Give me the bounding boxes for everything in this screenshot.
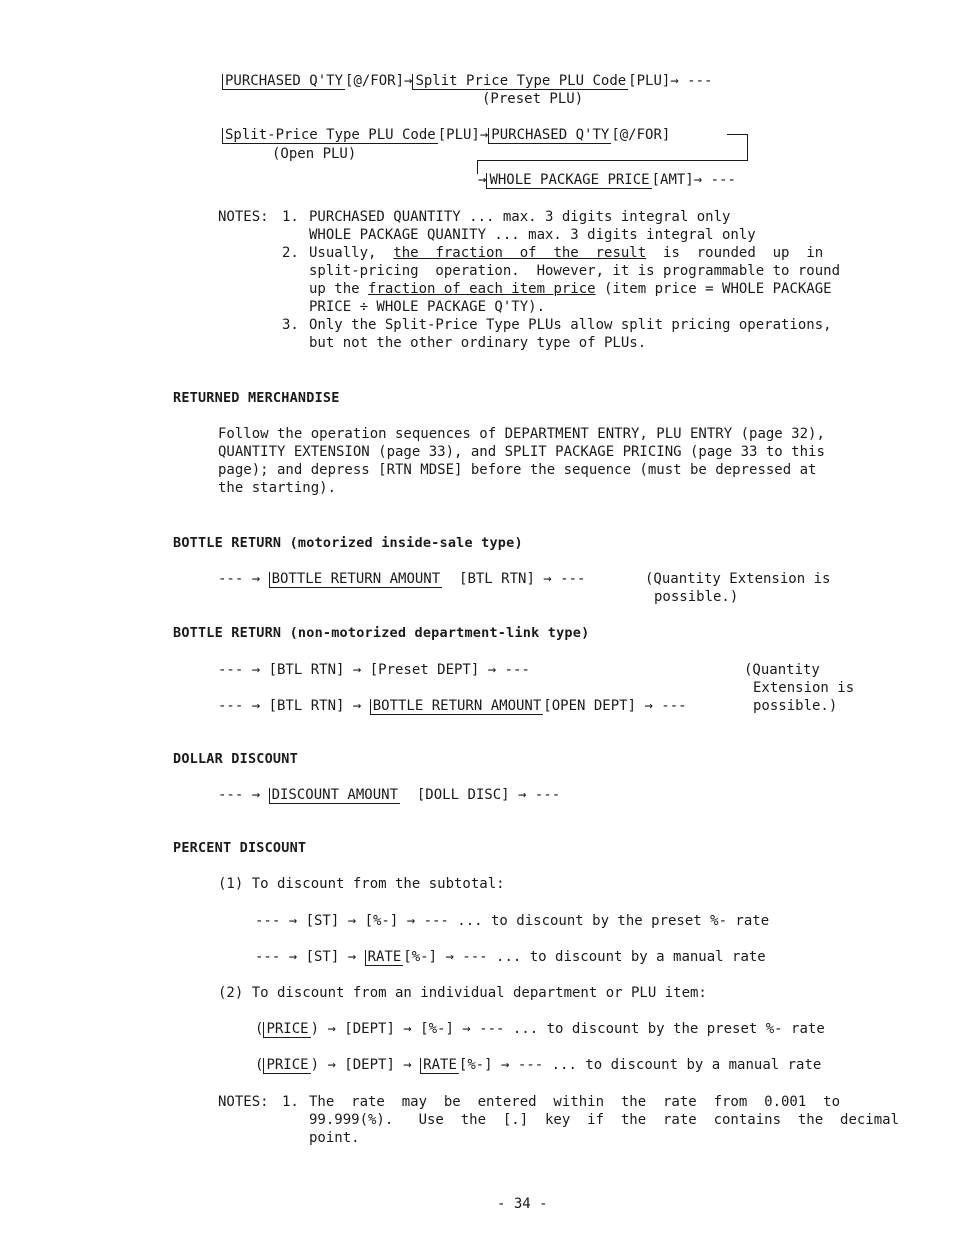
at-for-key: [@/FOR] [611, 127, 671, 143]
connector-bracket-bottom [477, 160, 747, 161]
at-for-key: [@/FOR]→ [345, 73, 413, 89]
open-plu-note: (Open PLU) [272, 146, 357, 162]
split-price-plu-code-key: Split-Price Type PLU Code [222, 128, 438, 144]
whole-package-price-key: WHOLE PACKAGE PRICE [486, 173, 651, 189]
percent-seq-manual: --- → [ST] → RATE [%-] → --- ... to discount by a manual rate [255, 949, 766, 965]
side-note: Extension is [753, 680, 855, 696]
side-note: (Quantity [744, 662, 820, 678]
purchased-qty-key: PURCHASED Q'TY [488, 128, 611, 144]
note-text: up the fraction of each item price (item price = WHOLE PACKAGE [309, 281, 832, 297]
side-note: possible.) [753, 698, 838, 714]
price-key: PRICE [263, 1022, 310, 1038]
preset-plu-note: (Preset PLU) [482, 91, 584, 107]
note-text: point. [309, 1130, 360, 1146]
bottle-return-amount-key: BOTTLE RETURN AMOUNT [370, 699, 544, 715]
section-title-returned: RETURNED MERCHANDISE [173, 390, 340, 406]
note-text: The rate may be entered within the rate from 0.001 to [309, 1094, 841, 1110]
plu-key-tail: [PLU]→ --- [628, 73, 713, 89]
whole-package-seq [478, 171, 736, 189]
side-note: (Quantity Extension is [645, 571, 831, 587]
amt-key-tail: [AMT]→ --- [651, 172, 736, 188]
body-text: page); and depress [RTN MDSE] before the sequence (must be depressed at [218, 462, 817, 478]
note-number: 2. [282, 245, 299, 261]
arrow-icon: → [478, 172, 487, 188]
bottle-motor-seq: --- → BOTTLE RETURN AMOUNT [BTL RTN] → --- [218, 571, 586, 587]
note-number: 1. [282, 209, 299, 225]
split-seq-open [222, 126, 670, 144]
section-title-bottle-nonmotorized: BOTTLE RETURN (non-motorized department-link type) [173, 625, 590, 641]
plu-key: [PLU]→ [437, 127, 489, 143]
subsection-text: (2) To discount from an individual department or PLU item: [218, 985, 707, 1001]
note-text: PRICE ÷ WHOLE PACKAGE Q'TY). [309, 299, 546, 315]
note-number: 1. [282, 1094, 299, 1110]
item-percent-seq-preset: ( PRICE ) → [DEPT] → [%-] → --- ... to discount by the preset %- rate [255, 1021, 825, 1037]
section-title-percent-discount: PERCENT DISCOUNT [173, 840, 307, 856]
percent-seq-preset: --- → [ST] → [%-] → --- ... to discount by the preset %- rate [255, 913, 770, 929]
body-text: Follow the operation sequences of DEPARTMENT ENTRY, PLU ENTRY (page 32), [218, 426, 825, 442]
price-key: PRICE [263, 1058, 310, 1074]
rate-key: RATE [420, 1058, 459, 1074]
dollar-discount-seq: --- → DISCOUNT AMOUNT [DOLL DISC] → --- [218, 787, 561, 803]
note-text: Only the Split-Price Type PLUs allow split pricing operations, [309, 317, 832, 333]
note-number: 3. [282, 317, 299, 333]
bottle-return-amount-key: BOTTLE RETURN AMOUNT [269, 572, 443, 588]
notes-label: NOTES: [218, 1094, 269, 1110]
side-note: possible.) [654, 589, 739, 605]
split-price-plu-code-key: Split Price Type PLU Code [412, 74, 628, 90]
rate-key: RATE [365, 950, 404, 966]
body-text: QUANTITY EXTENSION (page 33), and SPLIT PACKAGE PRICING (page 33 to this [218, 444, 825, 460]
bottle-nonmotor-seq1: --- → [BTL RTN] → [Preset DEPT] → --- [218, 662, 530, 678]
discount-amount-key: DISCOUNT AMOUNT [269, 788, 400, 804]
section-title-dollar-discount: DOLLAR DISCOUNT [173, 751, 298, 767]
bottle-nonmotor-seq2: --- → [BTL RTN] → BOTTLE RETURN AMOUNT [OPEN DEPT] → --- [218, 698, 687, 714]
page-number: - 34 - [497, 1196, 548, 1212]
note-text: PURCHASED QUANTITY ... max. 3 digits integral only [309, 209, 731, 225]
body-text: the starting). [218, 480, 337, 496]
purchased-qty-key: PURCHASED Q'TY [222, 74, 345, 90]
note-text: Usually, the fraction of the result is rounded up in [309, 245, 824, 261]
note-text: 99.999(%). Use the [.] key if the rate contains the decimal [309, 1112, 900, 1128]
item-percent-seq-manual: ( PRICE ) → [DEPT] → RATE [%-] → --- ... to discount by a manual rate [255, 1057, 822, 1073]
note-text: split-pricing operation. However, it is programmable to round [309, 263, 841, 279]
subsection-text: (1) To discount from the subtotal: [218, 876, 505, 892]
section-title-bottle-motorized: BOTTLE RETURN (motorized inside-sale type) [173, 535, 523, 551]
notes-label: NOTES: [218, 209, 269, 225]
split-seq-preset [222, 72, 712, 90]
note-text: WHOLE PACKAGE QUANITY ... max. 3 digits integral only [309, 227, 756, 243]
note-text: but not the other ordinary type of PLUs. [309, 335, 647, 351]
connector-bracket-right [727, 134, 748, 161]
